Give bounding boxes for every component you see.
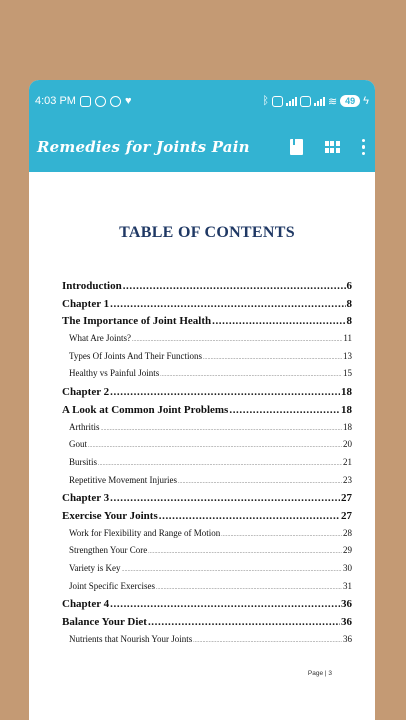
toc-entry-page: 27 [341, 492, 352, 505]
toc-leader-dots [212, 315, 345, 327]
bluetooth-icon: ᛒ [262, 94, 269, 107]
toc-entry-title: Gout [69, 439, 87, 450]
toc-entry-title: Types Of Joints And Their Functions [69, 350, 202, 361]
toc-entry[interactable] [62, 280, 352, 298]
toc-entry-title: Chapter 4 [62, 598, 110, 611]
toc-heading: TABLE OF CONTENTS [119, 224, 295, 241]
toc-list [62, 280, 352, 651]
toc-entry-title: Bursitis [69, 456, 98, 467]
toc-entry-page: 18 [341, 403, 352, 416]
toc-leader-dots [160, 373, 342, 378]
notification-icon [80, 96, 91, 107]
toc-entry[interactable] [62, 510, 352, 528]
toc-entry[interactable] [62, 315, 352, 333]
app-title: Remedies for Joints Pain [37, 138, 250, 156]
toc-entry-title: Exercise Your Joints [62, 509, 158, 522]
toc-leader-dots [203, 356, 342, 361]
toc-entry-title: Healthy vs Painful Joints [69, 368, 160, 379]
grid-icon[interactable] [325, 141, 340, 153]
toc-leader-dots [123, 280, 346, 292]
toc-entry[interactable] [62, 439, 352, 457]
toc-entry-title: A Look at Common Joint Problems [62, 403, 229, 416]
toc-entry-page: 13 [343, 350, 352, 361]
toc-leader-dots [159, 510, 340, 522]
toc-entry[interactable] [62, 368, 352, 386]
toc-entry-page: 36 [341, 616, 352, 629]
more-vert-icon[interactable] [362, 139, 366, 156]
page-number: Page | 3 [307, 670, 332, 677]
toc-entry[interactable] [62, 598, 352, 616]
toc-leader-dots [148, 616, 340, 628]
toc-leader-dots [122, 568, 343, 573]
toc-leader-dots [132, 338, 342, 343]
toc-entry-page: 21 [343, 456, 352, 467]
toc-entry[interactable] [62, 616, 352, 634]
app-window [29, 80, 375, 720]
toc-entry-title: Balance Your Diet [62, 616, 147, 629]
toc-entry[interactable] [62, 351, 352, 369]
toc-leader-dots [148, 550, 342, 555]
toc-entry[interactable] [62, 386, 352, 404]
toc-leader-dots [110, 298, 345, 310]
toc-leader-dots [110, 386, 340, 398]
battery-indicator: 49 [340, 95, 360, 107]
toc-leader-dots [88, 444, 342, 449]
toc-entry[interactable] [62, 492, 352, 510]
toc-entry-page: 30 [343, 563, 352, 573]
toc-entry-title: Repetitive Movement Injuries [69, 474, 177, 485]
charging-icon: ϟ [363, 95, 369, 107]
toc-entry-page: 36 [343, 633, 352, 644]
toc-entry-title: Nutrients that Nourish Your Joints [69, 633, 193, 644]
document-page [29, 224, 375, 651]
signal-icon [286, 96, 297, 106]
toc-entry-page: 29 [343, 545, 352, 556]
toc-leader-dots [101, 427, 343, 432]
toc-leader-dots [221, 533, 342, 538]
toc-entry-title: What Are Joints? [69, 333, 131, 344]
toc-entry[interactable] [62, 404, 352, 422]
status-bar [29, 80, 375, 122]
blocked-icon [110, 96, 121, 107]
toc-entry-page: 31 [343, 580, 352, 591]
toc-entry-title: Chapter 3 [62, 492, 110, 505]
toc-leader-dots [193, 639, 342, 644]
toc-entry[interactable] [62, 545, 352, 563]
toc-entry-page: 11 [343, 333, 352, 344]
toc-entry-title: Work for Flexibility and Range of Motion [69, 527, 221, 538]
toc-entry-title: The Importance of Joint Health [62, 315, 212, 328]
toc-entry-page: 20 [343, 439, 352, 450]
toc-entry[interactable] [62, 634, 352, 652]
toc-leader-dots [98, 462, 342, 467]
toc-entry[interactable] [62, 333, 352, 351]
toc-entry[interactable] [62, 298, 352, 316]
toc-leader-dots [110, 492, 340, 504]
toc-entry-page: 8 [346, 297, 352, 310]
toc-entry[interactable] [62, 457, 352, 475]
whatsapp-icon [95, 96, 106, 107]
volte-icon-2 [300, 96, 311, 107]
toc-leader-dots [110, 598, 340, 610]
toc-entry-page: 18 [343, 421, 352, 432]
app-toolbar [29, 122, 375, 172]
toc-entry-title: Chapter 2 [62, 386, 110, 399]
toc-entry-page: 6 [346, 280, 352, 292]
toc-entry[interactable] [62, 581, 352, 599]
bookmark-icon[interactable] [290, 139, 303, 155]
toc-leader-dots [156, 586, 342, 591]
toc-entry[interactable] [62, 475, 352, 493]
toc-entry[interactable] [62, 563, 352, 581]
heart-icon: ♥ [124, 94, 132, 107]
toc-entry[interactable] [62, 422, 352, 440]
toc-leader-dots [178, 480, 342, 485]
toc-entry-title: Variety is Key [69, 563, 121, 573]
toc-entry-page: 28 [343, 527, 352, 538]
toc-entry-page: 23 [343, 474, 352, 485]
toc-entry-title: Arthritis [69, 421, 100, 432]
toc-leader-dots [229, 404, 340, 416]
status-time: 4:03 PM [35, 95, 76, 107]
signal-icon-2 [314, 96, 325, 106]
toc-entry[interactable] [62, 528, 352, 546]
toc-entry-page: 36 [341, 598, 352, 611]
toc-entry-title: Chapter 1 [62, 297, 110, 310]
toc-entry-title: Strengthen Your Core [69, 545, 148, 556]
toc-entry-page: 15 [343, 368, 352, 379]
toc-entry-page: 8 [346, 315, 352, 328]
toc-entry-page: 18 [341, 386, 352, 399]
toc-entry-page: 27 [341, 509, 352, 522]
wifi-icon: ≋ [327, 95, 338, 108]
toc-entry-title: Introduction [62, 280, 122, 292]
volte-icon [272, 96, 283, 107]
toc-entry-title: Joint Specific Exercises [69, 580, 155, 591]
